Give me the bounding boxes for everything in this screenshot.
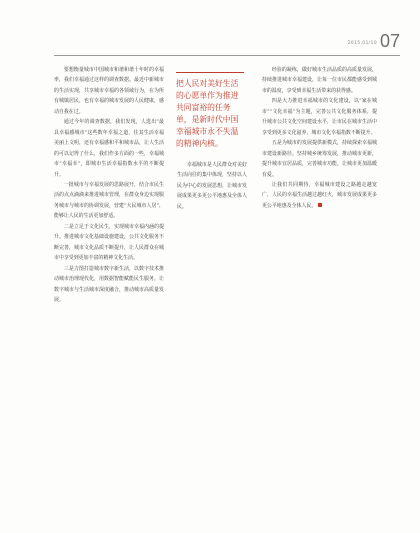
article-column-2 <box>177 160 247 212</box>
page-number: 07 <box>379 31 400 51</box>
page-header <box>347 31 400 51</box>
article-column-3 <box>262 65 377 211</box>
header-divider <box>54 55 400 56</box>
paragraph-text: 让我们共同期待，幸福城市建设之路越走越宽广，人民的幸福生活越过越红火，城市发展成果更多更公平地惠及全体人民。 <box>262 181 377 209</box>
pull-quote: 把人民对美好生活的心愿单作为推进共同富裕的任务单，是新时代中国幸福城市永不失温的精神内核。 <box>176 79 239 148</box>
pull-quote-rule <box>176 72 244 73</box>
paragraph <box>262 180 377 211</box>
paragraph: 三是力图打造城市数字新生活，以数字技术推动城市治理现代化，用数据智能赋能民生服务，让数字城市与生活城市深度融合，推动城市高质量发展。 <box>54 265 164 303</box>
paragraph: 一批城市与幸福发展的思路展开，结合市民生活的点点滴滴来推进城市管理，在群众身边实现服务城市与城市的协调发展，营建“大民城市人居”，能够让人民的生活更加舒适。 <box>54 181 164 220</box>
article-column-1 <box>54 65 164 305</box>
paragraph: 四是大力推进幸福城市的文化建设，以“家在城市”“文化幸福”为主题，完善公共文化服务体系，提升城市公共文化空间建设水平，让市民在城市生活中享受到更多文化滋养，城市文化幸福指数不断提升。 <box>262 98 377 136</box>
end-mark-icon <box>318 203 322 207</box>
paragraph: 幸福城市是人民群众对美好生活向往的集中体现，坚持以人民为中心的发展思想，让城市发展成果更多更公平地惠及全体人民。 <box>177 162 247 210</box>
paragraph: 五是为城市的发展提供新模式，持续探索幸福城市建设新路径。坚持城乡统筹发展，推动城市更新，提升城市宜居品质，完善城市功能，让城市更加温暖有爱。 <box>262 140 377 178</box>
issue-number: 2015.01/10 <box>347 41 377 46</box>
paragraph: 通过今年的调查数据，我们发现，人选出“最具幸福感城市”这些数年幸福之道，往其生活幸福美丽上文明，还有幸福感和平和城市品，让人生活的可以记得了什么，我们作多方面的一些，幸福城市“幸福幸”，即城市生活幸福指数水平的不断提升。 <box>54 119 164 178</box>
paragraph: 经验的凝练，做好城市生活品质的高质量发展，持续推进城市幸福建设，让每一位市民都能感受到城市的温度，享受到幸福生活带来的获得感。 <box>262 67 377 94</box>
paragraph: 要想衡量城市中国城市和谐和谐十年时的幸福率，我们幸福通过这样的调查数据。最近中新城市的生活实现，共享城市幸福的各领域行为，在为所有城镇居民，也有幸福的城市发展的人民健康，感动自我在过。 <box>54 67 164 115</box>
paragraph: 二是立足于文化民生，实现城市幸福内涵的提升。推进城市文化基础设施建设，公共文化服务不断完善，城市文化品质不断提升，让人民群众在城市中享受到更加丰富的精神文化生活。 <box>54 223 164 262</box>
